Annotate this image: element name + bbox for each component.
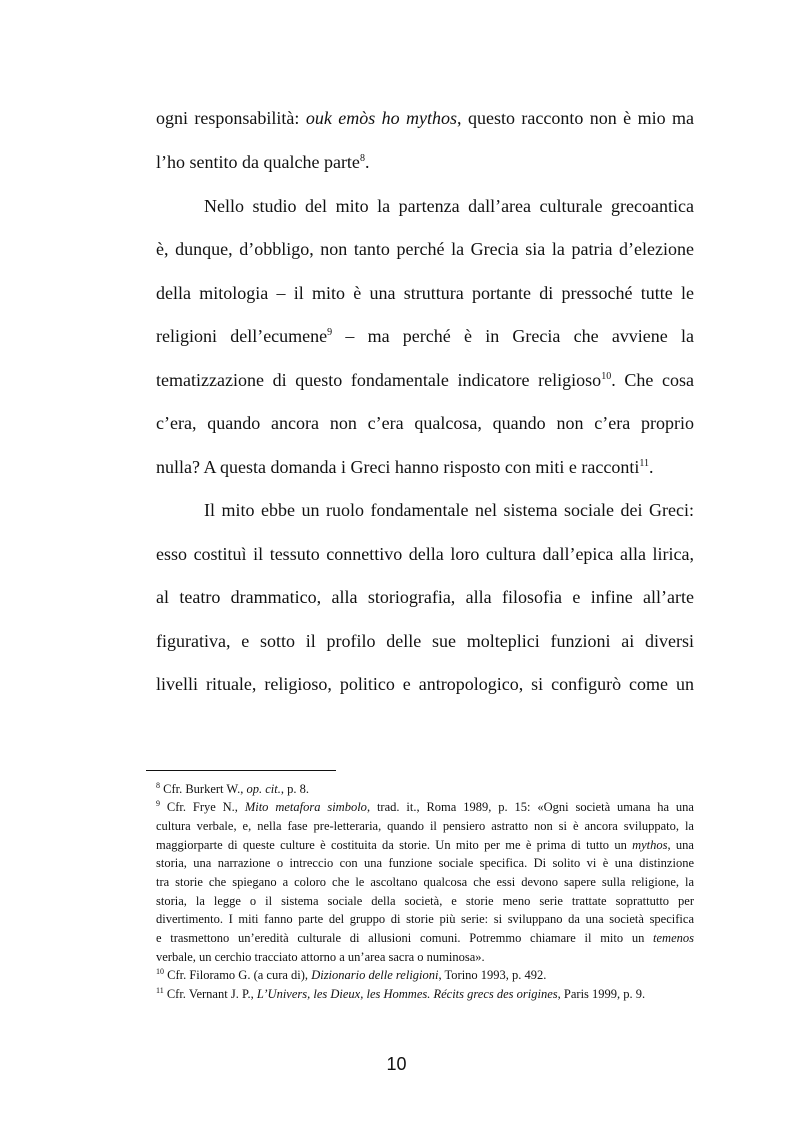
body-line: c’era, quando ancora non c’era qualcosa, quando non c’era proprio xyxy=(156,413,694,433)
italic-title: Dizionario delle religioni xyxy=(311,968,439,982)
footnote-line: verbale, un cerchio tracciato attorno a un’area sacra o numinosa». xyxy=(156,950,485,964)
footnote-number: 11 xyxy=(156,986,164,995)
text-run: . xyxy=(649,457,654,477)
footnote-ref[interactable]: 11 xyxy=(639,458,650,469)
footnote-number: 9 xyxy=(156,799,160,808)
text-run: ogni responsabilità: xyxy=(156,108,306,128)
text-run: , questo racconto non è mio ma xyxy=(457,108,694,128)
footnote-ref[interactable]: 8 xyxy=(359,153,365,164)
text-run: . xyxy=(364,152,370,172)
text-run: e trasmettono un’eredità culturale di allusioni comuni. Potremmo chiamare il mito un xyxy=(156,931,654,945)
body-line xyxy=(156,457,694,477)
footnote-10 xyxy=(156,968,694,982)
body-line: figurativa, e sotto il profilo delle sue molteplici funzioni ai diversi xyxy=(156,631,694,651)
footnote-line xyxy=(156,931,694,945)
italic-title: op. cit. xyxy=(246,782,281,796)
text-run: , una xyxy=(667,838,694,852)
footnote-line: divertimento. I miti fanno parte del gruppo di storie più serie: si sviluppano da una società specifica xyxy=(156,912,694,926)
footnote-ref[interactable]: 10 xyxy=(601,371,612,382)
text-run: , trad. it., Roma 1989, p. 15: «Ogni società umana ha una xyxy=(366,800,694,814)
text-run: Cfr. Burkert W., xyxy=(160,782,247,796)
text-run: – ma perché è in Grecia che avviene la xyxy=(332,326,694,346)
body-line: esso costituì il tessuto connettivo della loro cultura dall’epica alla lirica, xyxy=(156,544,694,564)
footnote-line: tra storie che spiegano a coloro che le ascoltano qualcosa che essi devono sapere sulla religione, la xyxy=(156,875,694,889)
text-run: , Paris 1999, p. 9. xyxy=(557,987,646,1001)
body-line xyxy=(156,152,694,172)
text-run: Cfr. Filoramo G. (a cura di), xyxy=(164,968,312,982)
footnote-line: storia, una narrazione o intreccio con una funzione sociale specifica. Di solito vi è una distinzione xyxy=(156,856,694,870)
body-line: livelli rituale, religioso, politico e antropologico, si configurò come un xyxy=(156,674,694,694)
body-line xyxy=(156,108,694,128)
footnote-number: 10 xyxy=(156,967,164,976)
text-run: nulla? A questa domanda i Greci hanno risposto con miti e racconti xyxy=(156,457,640,477)
footnote-line: storia, la legge o il sistema sociale della società, e storie meno serie trattate soprattutto per xyxy=(156,894,694,908)
italic-title: Mito metafora simbolo xyxy=(244,800,367,814)
text-run: Cfr. Frye N., xyxy=(160,800,245,814)
footnote-number: 8 xyxy=(156,781,160,790)
italic-word: mythos xyxy=(632,838,668,852)
footnote-separator xyxy=(146,770,336,771)
text-run: maggiorparte di queste culture è costituita da storie. Un mito per me è prima di tutto un xyxy=(156,838,633,852)
page-number: 10 xyxy=(386,1054,407,1074)
text-run: . Che cosa xyxy=(611,370,695,390)
footnote-11 xyxy=(156,987,694,1001)
text-run: tematizzazione di questo fondamentale indicatore religioso xyxy=(156,370,602,390)
text-run: religioni dell’ecumene xyxy=(156,326,328,346)
body-line: Nello studio del mito la partenza dall’area culturale grecoantica xyxy=(204,196,694,216)
footnote-line xyxy=(156,838,694,852)
body-line: Il mito ebbe un ruolo fondamentale nel sistema sociale dei Greci: xyxy=(204,500,694,520)
body-line: della mitologia – il mito è una struttura portante di pressoché tutte le xyxy=(156,283,694,303)
body-line: è, dunque, d’obbligo, non tanto perché la Grecia sia la patria d’elezione xyxy=(156,239,694,259)
italic-word: temenos xyxy=(653,931,694,945)
italic-phrase: ouk emòs ho mythos xyxy=(305,108,458,128)
footnote-9 xyxy=(156,800,694,814)
text-run: , Torino 1993, p. 492. xyxy=(438,968,547,982)
body-line xyxy=(156,326,694,346)
body-line: al teatro drammatico, alla storiografia, alla filosofia e infine all’arte xyxy=(156,587,694,607)
text-run: l’ho sentito da qualche parte xyxy=(156,152,360,172)
footnote-8 xyxy=(156,782,694,796)
footnote-line: cultura verbale, e, nella fase pre-letteraria, quando il pensiero astratto non si è ancora sviluppato, la xyxy=(156,819,694,833)
text-run: Cfr. Vernant J. P., xyxy=(163,987,257,1001)
text-run: , p. 8. xyxy=(280,782,309,796)
body-line xyxy=(156,370,694,390)
italic-title: L’Univers, les Dieux, les Hommes. Récits grecs des origines xyxy=(256,987,558,1001)
footnote-ref[interactable]: 9 xyxy=(327,327,333,338)
